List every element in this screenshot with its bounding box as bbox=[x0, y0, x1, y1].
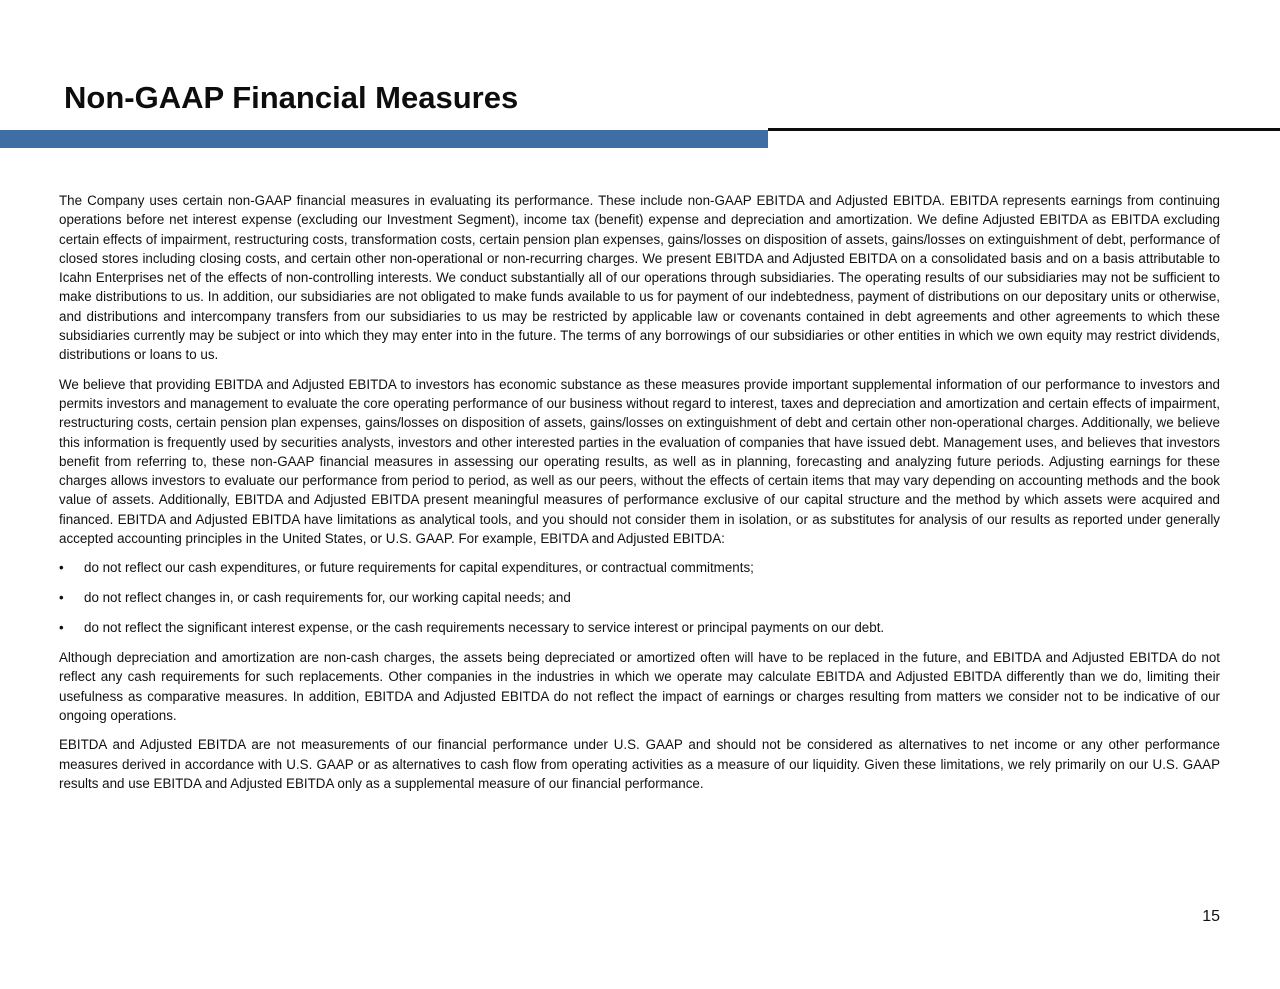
list-item-text: do not reflect changes in, or cash requirements for, our working capital needs; and bbox=[84, 590, 571, 606]
list-item bbox=[59, 618, 1220, 637]
paragraph-rationale: We believe that providing EBITDA and Adjusted EBITDA to investors has economic substance as these measures provide important supplemental information of our performance to investors and permits investors and management to evaluate the core operating performance of our business without regard to interest, taxes and depreciation and amortization and certain effects of impairment, restructuring costs, certain pension plan expenses, gains/losses on disposition of assets, gains/losses on extinguishment of debt and certain other non-operational charges. Additionally, we believe this information is frequently used by securities analysts, investors and other interested parties in the evaluation of companies that have issued debt. Management uses, and believes that investors benefit from referring to, these non-GAAP financial measures in assessing our operating results, as well as in planning, forecasting and analyzing future periods. Adjusting earnings for these charges allows investors to evaluate our performance from period to period, as well as our peers, without the effects of certain items that may vary depending on accounting methods and the book value of assets. Additionally, EBITDA and Adjusted EBITDA present meaningful measures of performance exclusive of our capital structure and the method by which assets were acquired and financed. EBITDA and Adjusted EBITDA have limitations as analytical tools, and you should not consider them in isolation, or as substitutes for analysis of our results as reported under generally accepted accounting principles in the United States, or U.S. GAAP. For example, EBITDA and Adjusted EBITDA: bbox=[59, 376, 1220, 547]
paragraph-depreciation: Although depreciation and amortization are non-cash charges, the assets being depreciated or amortized often will have to be replaced in the future, and EBITDA and Adjusted EBITDA do not reflect any cash requirements for such replacements. Other companies in the industries in which we operate may calculate EBITDA and Adjusted EBITDA differently than we do, limiting their usefulness as comparative measures. In addition, EBITDA and Adjusted EBITDA do not reflect the impact of earnings or charges resulting from matters we consider not to be indicative of our ongoing operations. bbox=[59, 650, 1220, 723]
limitations-list bbox=[59, 558, 1220, 637]
page-number: 15 bbox=[1202, 908, 1220, 925]
header-rule-line bbox=[768, 128, 1280, 131]
list-item bbox=[59, 558, 1220, 577]
paragraph-gaap-disclaimer: EBITDA and Adjusted EBITDA are not measurements of our financial performance under U.S. GAAP and should not be considered as alternatives to net income or any other performance measures derived in accordance with U.S. GAAP or as alternatives to cash flow from operating activities as a measure of our liquidity. Given these limitations, we rely primarily on our U.S. GAAP results and use EBITDA and Adjusted EBITDA only as a supplemental measure of our financial performance. bbox=[59, 737, 1220, 791]
list-item-text: do not reflect the significant interest expense, or the cash requirements necessary to service interest or principal payments on our debt. bbox=[84, 620, 885, 636]
paragraph-intro: The Company uses certain non-GAAP financial measures in evaluating its performance. These include non-GAAP EBITDA and Adjusted EBITDA. EBITDA represents earnings from continuing operations before net interest expense (excluding our Investment Segment), income tax (benefit) expense and depreciation and amortization. We define Adjusted EBITDA as EBITDA excluding certain effects of impairment, restructuring costs, transformation costs, certain pension plan expenses, gains/losses on disposition of assets, gains/losses on extinguishment of debt, performance of closed stores including closing costs, and certain other non-operational or non-recurring charges. We present EBITDA and Adjusted EBITDA on a consolidated basis and on a basis attributable to Icahn Enterprises net of the effects of non-controlling interests. We conduct substantially all of our operations through subsidiaries. The operating results of our subsidiaries may not be sufficient to make distributions to us. In addition, our subsidiaries are not obligated to make funds available to us for payment of our indebtedness, payment of distributions on our depositary units or otherwise, and distributions and intercompany transfers from our subsidiaries to us may be restricted by applicable law or covenants contained in debt agreements and other agreements to which these subsidiaries currently may be subject or into which they may enter into in the future. The terms of any borrowings of our subsidiaries or other entities in which we own equity may restrict dividends, distributions or loans to us. bbox=[59, 193, 1220, 363]
body-text bbox=[59, 191, 1220, 803]
list-item bbox=[59, 588, 1220, 607]
bullet-icon: • bbox=[59, 590, 64, 606]
header-accent-bar bbox=[0, 130, 768, 148]
bullet-icon: • bbox=[59, 620, 64, 636]
list-item-text: do not reflect our cash expenditures, or future requirements for capital expenditures, or contractual commitments; bbox=[84, 560, 754, 576]
page-title: Non-GAAP Financial Measures bbox=[64, 80, 519, 115]
bullet-icon: • bbox=[59, 560, 64, 576]
